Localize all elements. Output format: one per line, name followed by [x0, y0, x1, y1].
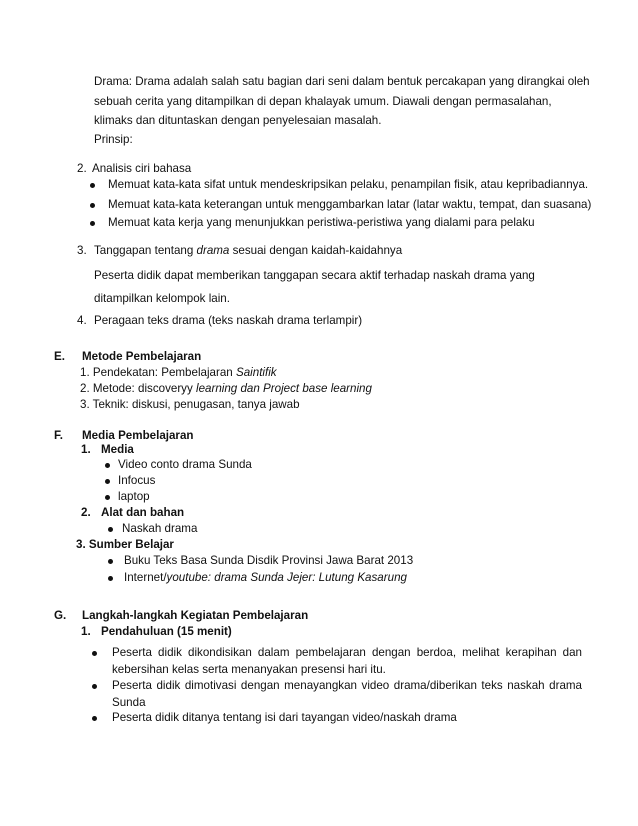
bullet-icon [90, 203, 95, 208]
alat-number: 2. [81, 506, 91, 519]
peragaan-number: 4. [77, 314, 87, 327]
analisis-item-2: Memuat kata-kata keterangan untuk menggambarkan latar (latar waktu, tempat, dan suasana) [108, 198, 592, 211]
section-e-letter: E. [54, 350, 65, 363]
pendahuluan-item-2-line-1: Peserta didik dimotivasi dengan menayangkan video drama/diberikan teks naskah drama [112, 679, 582, 692]
drama-definition-line-1: Drama: Drama adalah salah satu bagian dari seni dalam bentuk percakapan yang dirangkai oleh [94, 75, 590, 88]
section-e-item-3: 3. Teknik: diskusi, penugasan, tanya jawab [80, 398, 300, 411]
sumber-title: 3. Sumber Belajar [76, 538, 174, 551]
drama-definition-line-2: sebuah cerita yang ditampilkan di depan khalayak umum. Diawali dengan permasalahan, [94, 95, 552, 108]
drama-principle-label: Prinsip: [94, 133, 133, 146]
bullet-icon [92, 716, 97, 721]
pendahuluan-item-1-line-2: kebersihan kelas serta menanyakan presensi hari itu. [112, 663, 386, 676]
bullet-icon [90, 221, 95, 226]
section-f-letter: F. [54, 429, 64, 442]
section-f-title: Media Pembelajaran [82, 429, 194, 442]
analisis-item-3: Memuat kata kerja yang menunjukkan peristiwa-peristiwa yang dialami para pelaku [108, 216, 535, 229]
sumber-item-buku: Buku Teks Basa Sunda Disdik Provinsi Jawa Barat 2013 [124, 554, 414, 567]
analisis-item-1: Memuat kata-kata sifat untuk mendeskripsikan pelaku, penampilan fisik, atau kepribadiannya. [108, 178, 589, 191]
section-e-item-2: 2. Metode: discoveryy learning dan Project base learning [80, 382, 372, 395]
bullet-icon [108, 559, 113, 564]
pendahuluan-number: 1. [81, 625, 91, 638]
tanggapan-number: 3. [77, 244, 87, 257]
media-number: 1. [81, 443, 91, 456]
bullet-icon [92, 684, 97, 689]
bullet-icon [92, 651, 97, 656]
media-item-laptop: laptop [118, 490, 150, 503]
alat-item-naskah: Naskah drama [122, 522, 198, 535]
pendahuluan-title: Pendahuluan (15 menit) [101, 625, 232, 638]
tanggapan-desc-line-2: ditampilkan kelompok lain. [94, 292, 230, 305]
bullet-icon [108, 527, 113, 532]
pendahuluan-item-3: Peserta didik ditanya tentang isi dari tayangan video/naskah drama [112, 711, 457, 724]
bullet-icon [108, 576, 113, 581]
tanggapan-desc-line-1: Peserta didik dapat memberikan tanggapan secara aktif terhadap naskah drama yang [94, 269, 535, 282]
section-e-title: Metode Pembelajaran [82, 350, 202, 363]
pendahuluan-item-2-line-2: Sunda [112, 696, 146, 709]
pendahuluan-item-1-line-1: Peserta didik dikondisikan dalam pembelajaran dengan berdoa, melihat kerapihan dan [112, 646, 582, 659]
bullet-icon [105, 495, 110, 500]
media-item-video: Video conto drama Sunda [118, 458, 252, 471]
drama-definition-line-3: klimaks dan dituntaskan dengan penyelesaian masalah. [94, 114, 382, 127]
peragaan-text: Peragaan teks drama (teks naskah drama terlampir) [94, 314, 363, 327]
section-e-item-1: 1. Pendekatan: Pembelajaran Saintifik [80, 366, 277, 379]
analisis-title: Analisis ciri bahasa [92, 162, 192, 175]
sumber-item-internet: Internet/youtube: drama Sunda Jejer: Lutung Kasarung [124, 571, 407, 584]
bullet-icon [105, 463, 110, 468]
media-item-infocus: Infocus [118, 474, 156, 487]
bullet-icon [105, 479, 110, 484]
analisis-number: 2. [77, 162, 87, 175]
section-g-title: Langkah-langkah Kegiatan Pembelajaran [82, 609, 309, 622]
bullet-icon [90, 183, 95, 188]
tanggapan-title: Tanggapan tentang drama sesuai dengan kaidah-kaidahnya [94, 244, 403, 257]
section-g-letter: G. [54, 609, 67, 622]
alat-title: Alat dan bahan [101, 506, 185, 519]
media-title: Media [101, 443, 134, 456]
